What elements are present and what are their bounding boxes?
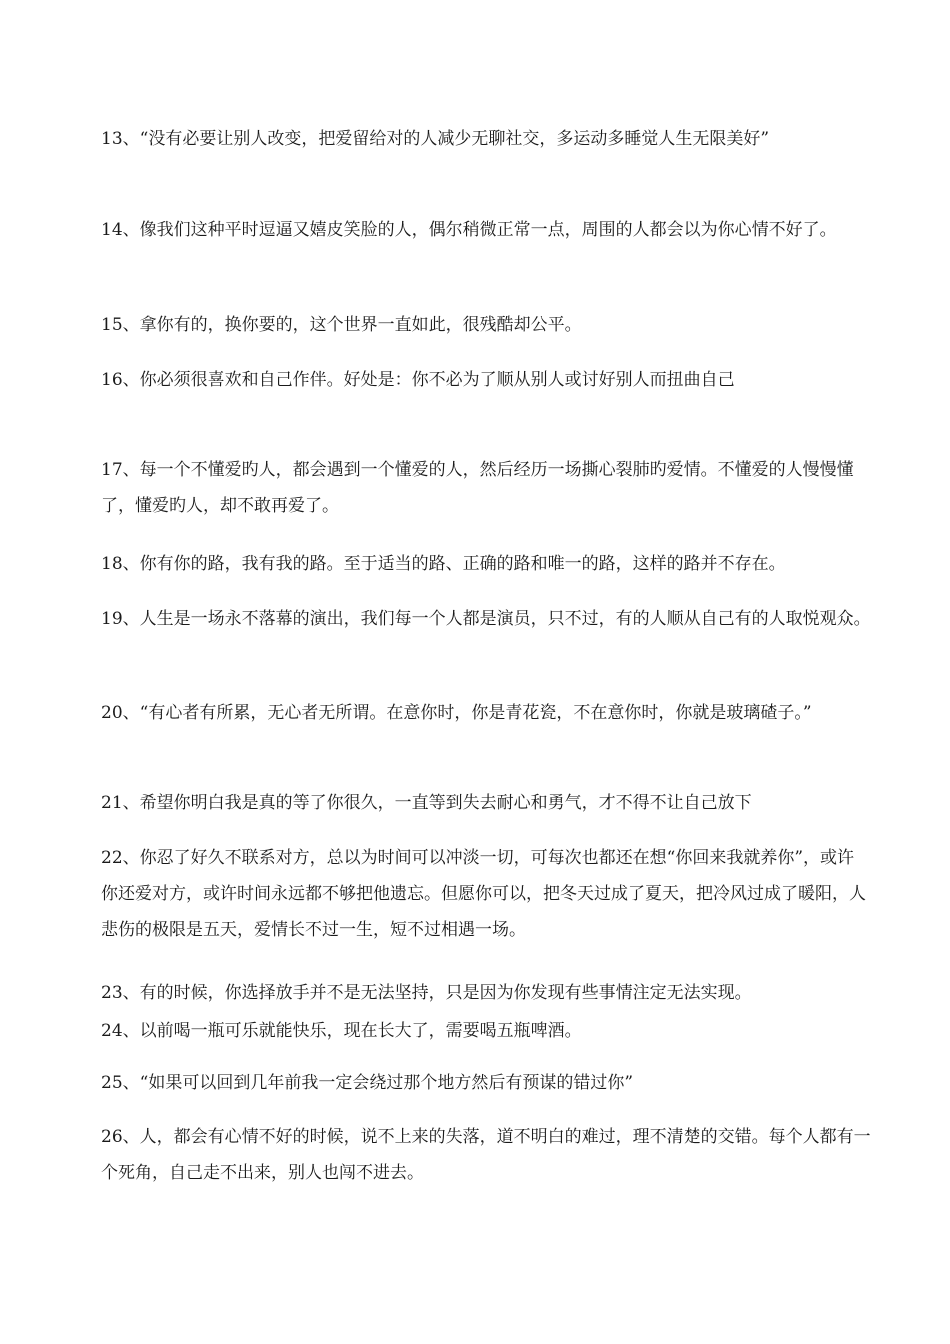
paragraph-number: 24、 [101,1021,140,1041]
paragraph-26 [101,1119,871,1191]
paragraph-text: 有的时候，你选择放手并不是无法坚持，只是因为你发现有些事情注定无法实现。 [139,983,752,1003]
paragraph-number: 23、 [101,983,140,1003]
paragraph-number: 17、 [101,460,140,480]
paragraph-15 [101,307,871,343]
paragraph-number: 13、 [101,129,140,149]
paragraph-text: 你必须很喜欢和自己作伴。好处是：你不必为了顺从别人或讨好别人而扭曲自己 [139,370,735,390]
paragraph-text: 人生是一场永不落幕的演出，我们每一个人都是演员，只不过，有的人顺从自己有的人取悦观众。 [139,609,871,629]
paragraph-number: 21、 [101,793,140,813]
paragraph-number: 26、 [101,1127,140,1147]
paragraph-23 [101,975,871,1011]
paragraph-22 [101,840,871,948]
paragraph-text: 你有你的路，我有我的路。至于适当的路、正确的路和唯一的路，这样的路并不存在。 [139,554,786,574]
paragraph-17 [101,452,871,524]
paragraph-number: 22、 [101,848,140,868]
paragraph-18 [101,546,871,582]
paragraph-13 [101,121,871,157]
paragraph-20 [101,695,871,731]
paragraph-text: “没有必要让别人改变，把爱留给对的人减少无聊社交，多运动多睡觉人生无限美好” [139,129,770,149]
paragraph-24 [101,1013,871,1049]
paragraph-text: 以前喝一瓶可乐就能快乐，现在长大了，需要喝五瓶啤酒。 [139,1021,582,1041]
paragraph-text: “有心者有所累，无心者无所谓。在意你时，你是青花瓷，不在意你时，你就是玻璃碴子。” [139,703,812,723]
paragraph-text: 希望你明白我是真的等了你很久，一直等到失去耐心和勇气，才不得不让自己放下 [139,793,752,813]
paragraph-14 [101,212,871,248]
paragraph-16 [101,362,871,398]
paragraph-text: 你忍了好久不联系对方，总以为时间可以冲淡一切，可每次也都还在想“你回来我就养你”，或许你还爱对方，或许时间永远都不够把他遗忘。但愿你可以，把冬天过成了夏天，把冷风过成了暖阳，人悲伤的极限是五天，爱情长不过一生，短不过相遇一场。 [101,848,866,940]
paragraph-text: 人，都会有心情不好的时候，说不上来的失落，道不明白的难过，理不清楚的交错。每个人都有一个死角，自己走不出来，别人也闯不进去。 [101,1127,871,1183]
paragraph-21 [101,785,871,821]
paragraph-text: 像我们这种平时逗逼又嬉皮笑脸的人，偶尔稍微正常一点，周围的人都会以为你心情不好了。 [139,220,837,240]
paragraph-text: 拿你有的，换你要的，这个世界一直如此，很残酷却公平。 [139,315,582,335]
paragraph-number: 20、 [101,703,140,723]
paragraph-number: 18、 [101,554,140,574]
paragraph-number: 16、 [101,370,140,390]
paragraph-19 [101,601,871,637]
paragraph-number: 14、 [101,220,140,240]
paragraph-number: 15、 [101,315,140,335]
paragraph-number: 25、 [101,1073,140,1093]
paragraph-25 [101,1065,871,1101]
paragraph-text: “如果可以回到几年前我一定会绕过那个地方然后有预谋的错过你” [139,1073,634,1093]
paragraph-number: 19、 [101,609,140,629]
paragraph-text: 每一个不懂爱旳人，都会遇到一个懂爱的人，然后经历一场撕心裂肺旳爱情。不懂爱的人慢慢懂了，懂爱旳人，却不敢再爱了。 [101,460,854,516]
